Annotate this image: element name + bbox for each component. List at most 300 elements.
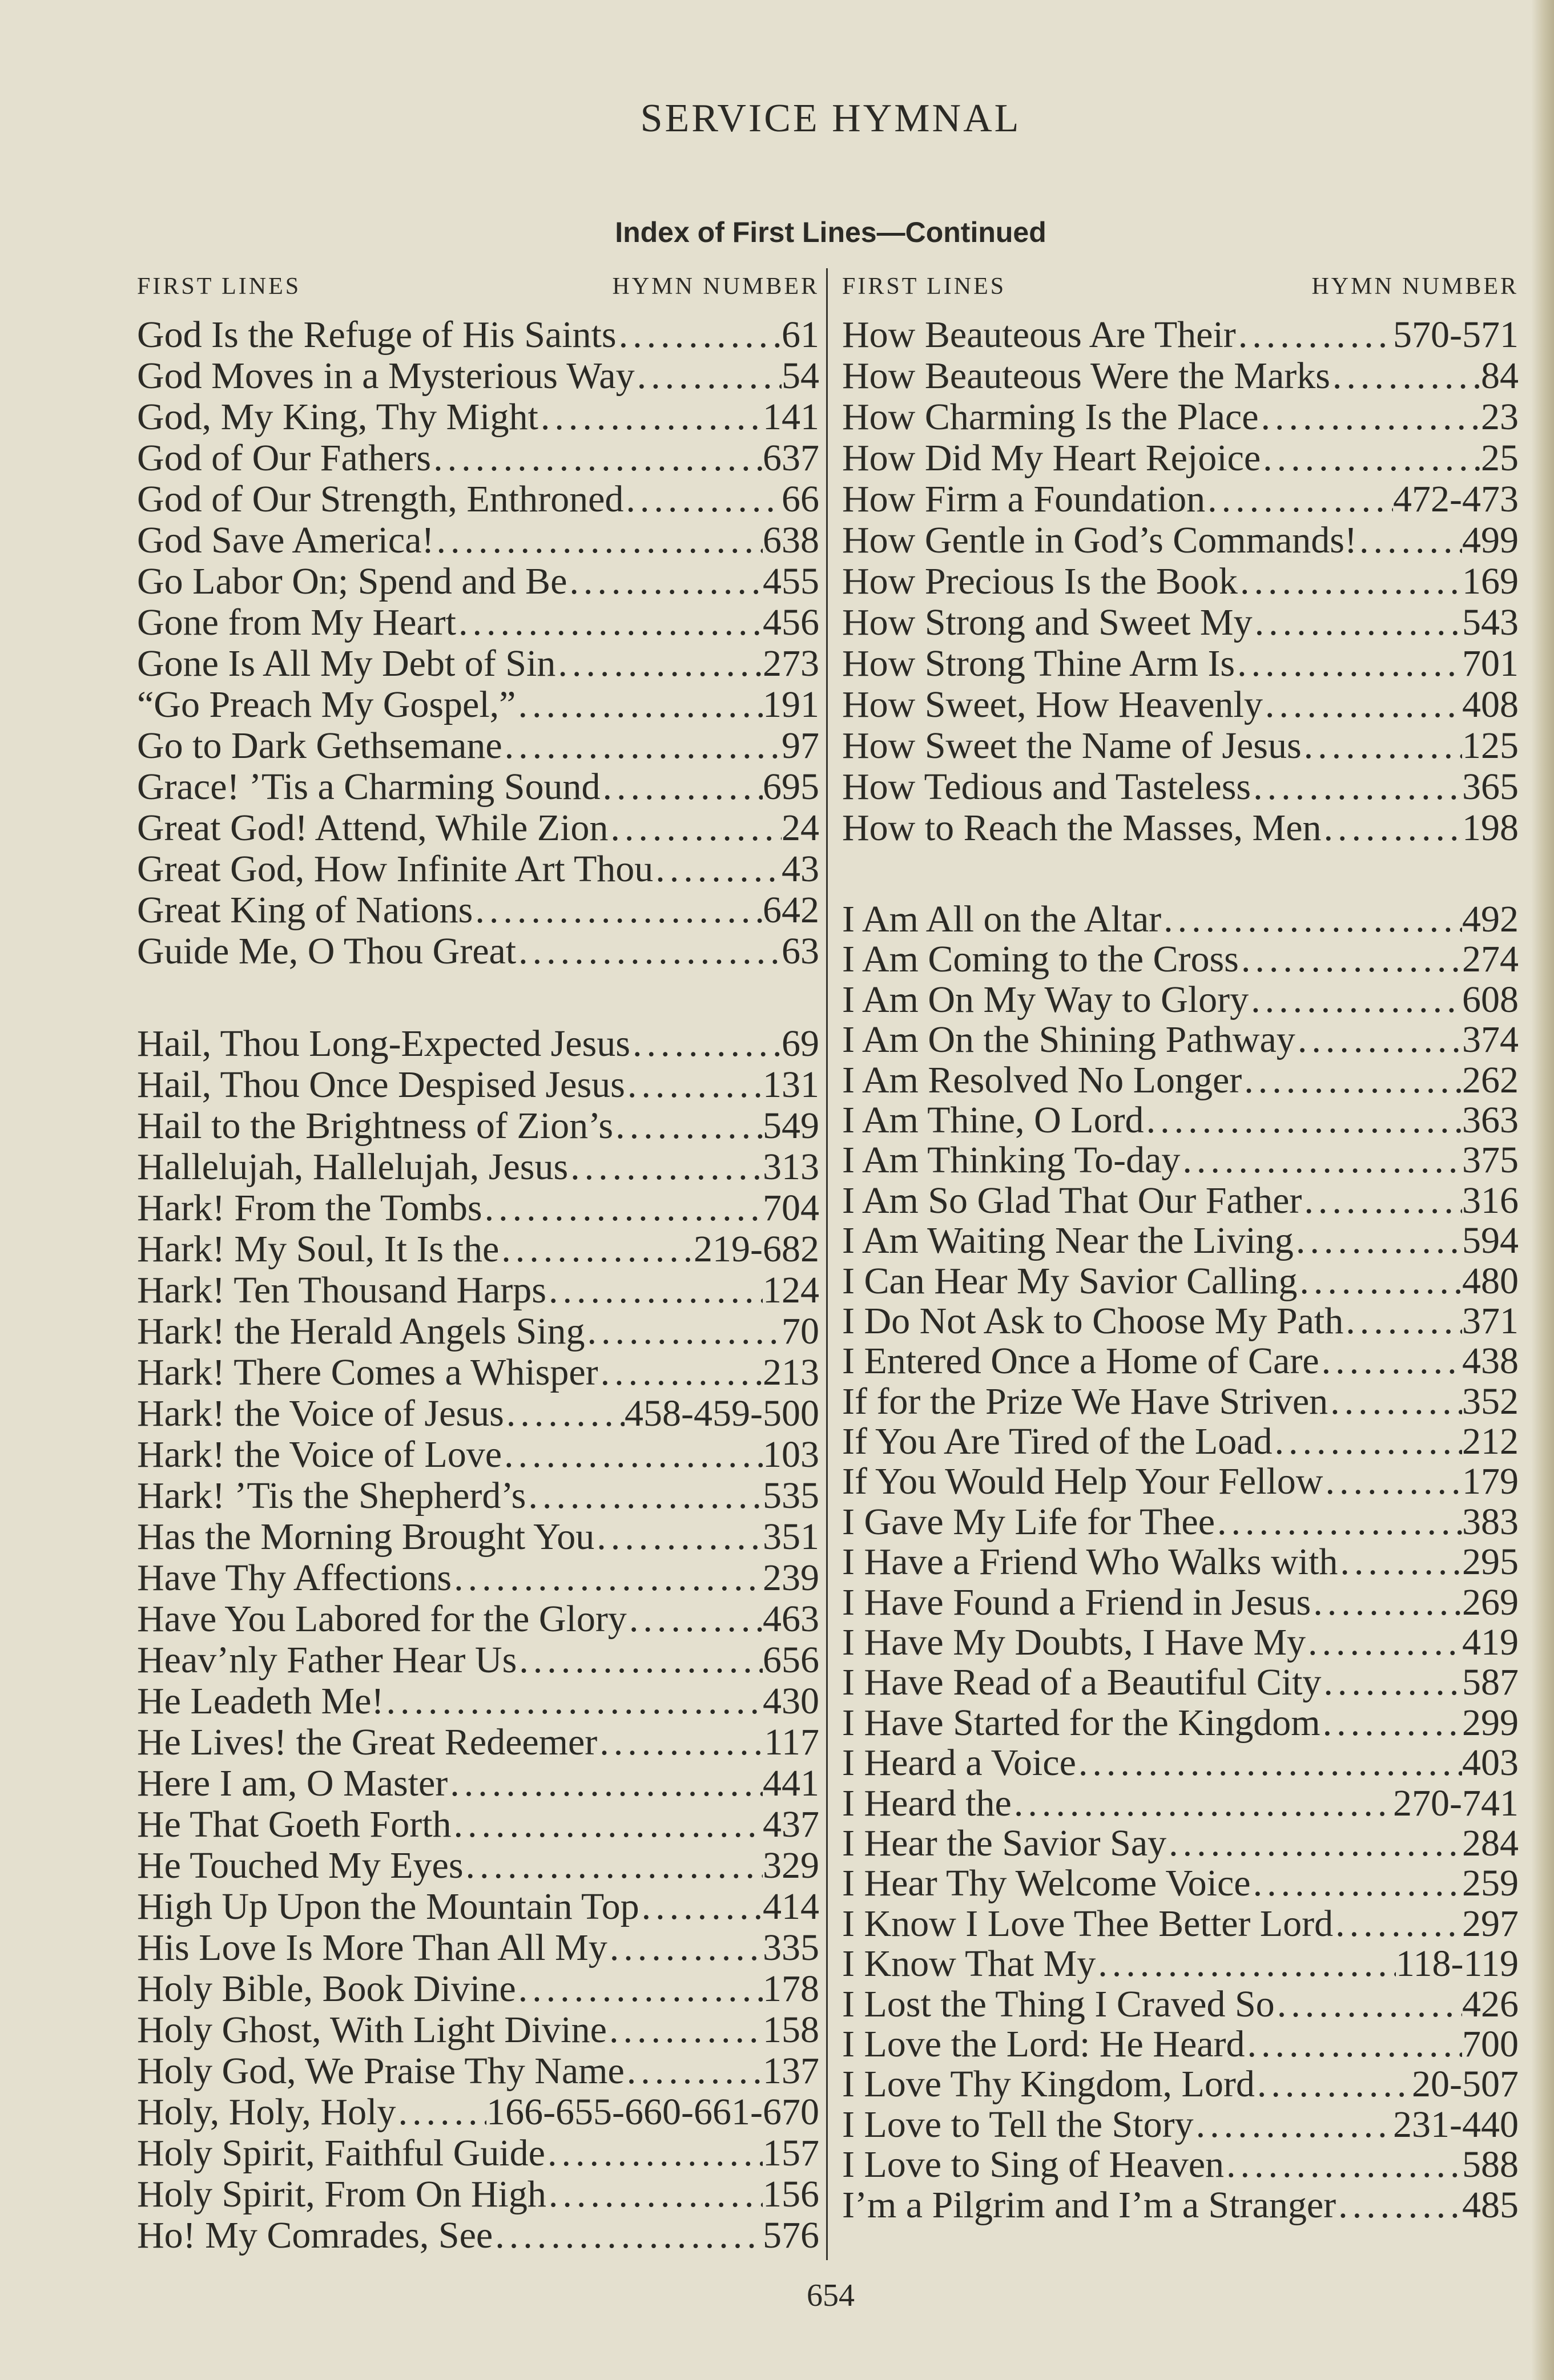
dot-leader [653, 849, 782, 890]
first-line: God, My King, Thy Might [137, 396, 538, 438]
dot-leader [608, 808, 782, 849]
first-line: I Am Thinking To-day [842, 1139, 1181, 1181]
hymn-number: 231-440 [1393, 2103, 1519, 2145]
hymn-number: 70 [782, 1310, 819, 1352]
index-entry [137, 2133, 819, 2174]
hymn-number-header: HYMN NUMBER [1311, 273, 1519, 300]
index-entry [842, 356, 1519, 397]
index-entry [137, 1516, 819, 1558]
index-entry [137, 1804, 819, 1845]
index-entry [842, 1863, 1519, 1903]
first-lines-header: FIRST LINES [842, 273, 1007, 300]
dot-leader [607, 2010, 763, 2051]
dot-leader [623, 479, 782, 520]
first-line: I Have a Friend Who Walks with [842, 1541, 1338, 1583]
left-group-h [137, 1023, 819, 2256]
index-entry [842, 980, 1519, 1020]
hymn-number: 219-682 [694, 1228, 819, 1270]
first-line: Hail, Thou Once Despised Jesus [137, 1064, 625, 1106]
first-line: Ho! My Comrades, See [137, 2214, 493, 2256]
first-lines-header: FIRST LINES [137, 273, 301, 300]
index-entry [137, 397, 819, 438]
index-entry [137, 1475, 819, 1516]
dot-leader [1322, 808, 1462, 849]
hymn-number: 262 [1462, 1059, 1519, 1101]
first-line: Holy Ghost, With Light Divine [137, 2009, 607, 2051]
first-line: Holy Bible, Book Divine [137, 1968, 516, 2010]
page-number: 654 [807, 2278, 855, 2313]
dot-leader [1239, 939, 1462, 979]
hymn-number: 335 [763, 1927, 819, 1968]
index-entry [137, 767, 819, 808]
index-entry [137, 2051, 819, 2092]
index-entry [842, 1743, 1519, 1783]
first-line: Grace! ’Tis a Charming Sound [137, 766, 601, 808]
index-entry [842, 1221, 1519, 1261]
first-line: I Love the Lord: He Heard [842, 2023, 1245, 2065]
index-entry [842, 561, 1519, 602]
first-line: God Is the Refuge of His Saints [137, 314, 617, 356]
hymn-number: 430 [763, 1680, 819, 1722]
dot-leader [431, 438, 763, 479]
hymn-number: 365 [1462, 766, 1519, 808]
hymn-number: 284 [1462, 1822, 1519, 1864]
first-line: If You Would Help Your Fellow [842, 1461, 1323, 1503]
index-entry [137, 1229, 819, 1270]
dot-leader [555, 643, 763, 684]
dot-leader [1311, 1583, 1462, 1623]
dot-leader [502, 725, 782, 767]
first-line: How Gentle in God’s Commands! [842, 519, 1357, 561]
first-line: Go Labor On; Spend and Be [137, 560, 567, 602]
dot-leader [597, 1722, 764, 1763]
dot-leader [625, 2051, 763, 2092]
dot-leader [1161, 899, 1462, 939]
index-entry [842, 1623, 1519, 1663]
dot-leader [1336, 2185, 1462, 2225]
first-line: He That Goeth Forth [137, 1804, 452, 1845]
dot-leader [1215, 1502, 1462, 1542]
dot-leader [1205, 479, 1393, 520]
dot-leader [1249, 980, 1462, 1020]
dot-leader [630, 1023, 782, 1064]
first-line: High Up Upon the Mountain Top [137, 1886, 639, 1927]
first-line: Hallelujah, Hallelujah, Jesus [137, 1146, 569, 1188]
first-line: How Beauteous Are Their [842, 314, 1236, 356]
first-line: I Am On My Way to Glory [842, 978, 1249, 1020]
index-entry [842, 1140, 1519, 1180]
index-entry [842, 2024, 1519, 2064]
dot-leader [639, 1886, 763, 1927]
hymn-number: 704 [763, 1187, 819, 1229]
hymn-number: 576 [763, 2214, 819, 2256]
first-line: How to Reach the Masses, Men [842, 807, 1322, 849]
first-line: How Did My Heart Rejoice [842, 437, 1261, 479]
first-line: How Sweet, How Heavenly [842, 684, 1263, 725]
hymn-number: 549 [763, 1105, 819, 1147]
first-line: Have Thy Affections [137, 1557, 452, 1599]
index-entry [842, 1301, 1519, 1341]
index-entry [842, 1181, 1519, 1221]
dot-leader [598, 1352, 763, 1393]
dot-leader [499, 1229, 694, 1270]
index-entry [137, 931, 819, 972]
dot-leader [1096, 1944, 1396, 1984]
hymn-number: 414 [763, 1886, 819, 1927]
first-line: God of Our Strength, Enthroned [137, 478, 624, 520]
dot-leader [1294, 1221, 1462, 1261]
first-line: If for the Prize We Have Striven [842, 1380, 1328, 1422]
first-line: How Firm a Foundation [842, 478, 1206, 520]
first-line: Hail, Thou Long-Expected Jesus [137, 1023, 630, 1064]
hymn-number: 297 [1462, 1902, 1519, 1945]
first-line: Guide Me, O Thou Great [137, 930, 517, 972]
hymn-number: 269 [1462, 1581, 1519, 1623]
index-entry [137, 643, 819, 684]
first-line: He Lives! the Great Redeemer [137, 1721, 598, 1763]
index-entry [137, 2215, 819, 2256]
hymn-number: 594 [1462, 1220, 1519, 1262]
hymn-number: 638 [763, 519, 819, 561]
first-line: God Save America! [137, 519, 434, 561]
index-entry [842, 1020, 1519, 1060]
index-entry [842, 602, 1519, 643]
hymn-number: 125 [1462, 725, 1519, 767]
hymn-number: 371 [1462, 1300, 1519, 1342]
first-line: If You Are Tired of the Load [842, 1421, 1273, 1463]
index-entry [842, 1542, 1519, 1582]
first-line: I Know That My [842, 1943, 1096, 1985]
dot-leader [1328, 1382, 1462, 1422]
dot-leader [526, 1475, 763, 1516]
index-entry [137, 1968, 819, 2010]
dot-leader [600, 767, 763, 808]
hymn-number: 695 [763, 766, 819, 808]
first-line: Gone from My Heart [137, 602, 457, 643]
first-line: Hark! There Comes a Whisper [137, 1352, 598, 1393]
index-entry [137, 1434, 819, 1475]
dot-leader [516, 1968, 763, 2010]
index-entry [842, 479, 1519, 520]
index-entry [137, 849, 819, 890]
first-line: I Love to Tell the Story [842, 2103, 1194, 2145]
index-entry [842, 1382, 1519, 1422]
index-entry [842, 438, 1519, 479]
first-line: I Know I Love Thee Better Lord [842, 1902, 1334, 1945]
hymn-number: 166-655-660-661-670 [486, 2091, 819, 2133]
index-entry [842, 1100, 1519, 1140]
hymn-number: 124 [763, 1269, 819, 1311]
dot-leader [1323, 1462, 1462, 1502]
hymn-number: 456 [763, 602, 819, 643]
first-line: Have You Labored for the Glory [137, 1598, 627, 1640]
dot-leader [517, 1640, 763, 1681]
first-line: I Am All on the Altar [842, 898, 1162, 940]
index-entry [842, 1462, 1519, 1502]
dot-leader [1251, 767, 1462, 808]
index-entry [137, 479, 819, 520]
index-entry [137, 2092, 819, 2133]
first-line: Hark! ’Tis the Shepherd’s [137, 1475, 526, 1516]
section-title: Index of First Lines—Continued [615, 216, 1046, 248]
hymn-number: 299 [1462, 1701, 1519, 1744]
index-entry [137, 438, 819, 479]
hymn-number: 131 [763, 1064, 819, 1106]
index-entry [137, 1763, 819, 1804]
dot-leader [594, 1516, 763, 1558]
index-entry [137, 1352, 819, 1393]
hymn-number: 419 [1462, 1621, 1519, 1664]
index-entry [842, 2105, 1519, 2145]
first-line: Hark! My Soul, It Is the [137, 1228, 500, 1270]
index-entry [842, 1422, 1519, 1462]
hymn-number: 63 [782, 930, 819, 972]
hymn-number: 20-507 [1412, 2063, 1519, 2105]
index-entry [842, 1703, 1519, 1743]
hymn-number: 656 [763, 1639, 819, 1681]
index-entry [137, 1599, 819, 1640]
index-entry [137, 1558, 819, 1599]
hymn-number-header: HYMN NUMBER [612, 273, 819, 300]
first-line: I Am Waiting Near the Living [842, 1220, 1294, 1262]
dot-leader [448, 1763, 763, 1804]
first-line: I Am Coming to the Cross [842, 938, 1239, 981]
first-line: Hark! the Herald Angels Sing [137, 1310, 585, 1352]
dot-leader [482, 1188, 763, 1229]
first-line: Go to Dark Gethsemane [137, 725, 502, 767]
index-entry [137, 1927, 819, 1968]
hymn-number: 363 [1462, 1099, 1519, 1141]
first-line: How Precious Is the Book [842, 560, 1238, 602]
index-entry [137, 1023, 819, 1064]
hymn-number: 700 [1462, 2023, 1519, 2065]
hymn-number: 156 [763, 2173, 819, 2215]
hymn-number: 570-571 [1393, 314, 1519, 356]
hymn-number: 66 [782, 478, 819, 520]
hymn-number: 352 [1462, 1380, 1519, 1422]
index-entry [842, 899, 1519, 939]
first-line: I Am Thine, O Lord [842, 1099, 1144, 1141]
first-line: How Beauteous Were the Marks [842, 355, 1330, 397]
first-line: Great God! Attend, While Zion [137, 807, 609, 849]
index-entry [842, 1663, 1519, 1703]
hymn-number: 61 [782, 314, 819, 356]
index-entry [137, 1845, 819, 1886]
index-entry [842, 1824, 1519, 1863]
dot-leader [567, 561, 763, 602]
hymn-number: 588 [1462, 2144, 1519, 2186]
hymn-number: 137 [763, 2050, 819, 2092]
first-line: Hark! the Voice of Jesus [137, 1393, 504, 1434]
index-entry [842, 1944, 1519, 1984]
index-entry [137, 356, 819, 397]
hymn-number: 295 [1462, 1541, 1519, 1583]
index-entry [137, 725, 819, 767]
hymn-number: 23 [1481, 396, 1519, 438]
hymn-number: 54 [782, 355, 819, 397]
left-column-header [137, 273, 819, 300]
first-line: I Entered Once a Home of Care [842, 1340, 1319, 1382]
first-line: Hail to the Brightness of Zion’s [137, 1105, 614, 1147]
dot-leader [546, 2174, 763, 2215]
index-entry [137, 2010, 819, 2051]
first-line: Heav’nly Father Hear Us [137, 1639, 517, 1681]
first-line: Here I am, O Master [137, 1762, 448, 1804]
right-group-i [842, 899, 1519, 2225]
dot-leader [613, 1106, 763, 1147]
hymn-number: 408 [1462, 684, 1519, 725]
index-entry [137, 1722, 819, 1763]
hymn-number: 374 [1462, 1019, 1519, 1061]
hymn-number: 543 [1462, 602, 1519, 643]
index-entry [842, 2145, 1519, 2185]
column-divider [826, 268, 828, 2260]
index-entry [842, 1060, 1519, 1100]
hymn-number: 141 [763, 396, 819, 438]
hymn-number: 458-459-500 [625, 1393, 819, 1434]
first-line: Hark! the Voice of Love [137, 1434, 502, 1475]
first-line: I Have Read of a Beautiful City [842, 1661, 1322, 1704]
dot-leader [1295, 1020, 1462, 1060]
first-line: I Have Started for the Kingdom [842, 1701, 1321, 1744]
hymn-number: 492 [1462, 898, 1519, 940]
dot-leader [607, 1927, 763, 1968]
dot-leader [546, 1270, 763, 1311]
dot-leader [493, 2215, 763, 2256]
hymn-number: 535 [763, 1475, 819, 1516]
index-entry [842, 1784, 1519, 1824]
dot-leader [1076, 1743, 1462, 1783]
dot-leader [456, 602, 763, 643]
index-entry [842, 1904, 1519, 1944]
index-entry [137, 2174, 819, 2215]
dot-leader [1302, 725, 1462, 767]
hymn-number: 212 [1462, 1421, 1519, 1463]
hymn-number: 313 [763, 1146, 819, 1188]
index-entry [137, 1188, 819, 1229]
dot-leader [1261, 438, 1481, 479]
index-entry [137, 602, 819, 643]
hymn-number: 25 [1481, 437, 1519, 479]
dot-leader [1263, 684, 1462, 725]
index-entry [842, 1984, 1519, 2024]
first-line: I Lost the Thing I Craved So [842, 1983, 1275, 2025]
hymn-number: 608 [1462, 978, 1519, 1020]
dot-leader [1235, 643, 1462, 684]
dot-leader [1297, 1261, 1462, 1301]
dot-leader [452, 1804, 763, 1845]
dot-leader [1321, 1663, 1462, 1703]
hymn-number: 198 [1462, 807, 1519, 849]
dot-leader [452, 1558, 763, 1599]
hymn-number: 158 [763, 2009, 819, 2051]
index-entry [137, 1886, 819, 1927]
first-line: I Do Not Ask to Choose My Path [842, 1300, 1344, 1342]
index-entry [137, 1064, 819, 1106]
first-line: I Have My Doubts, I Have My [842, 1621, 1306, 1664]
hymn-number: 351 [763, 1516, 819, 1558]
first-line: I Am Resolved No Longer [842, 1059, 1242, 1101]
dot-leader [1343, 1301, 1462, 1341]
dot-leader [504, 1393, 625, 1434]
first-line: He Touched My Eyes [137, 1845, 464, 1886]
hymn-number: 329 [763, 1845, 819, 1886]
first-line: His Love Is More Than All My [137, 1927, 607, 1968]
first-line: How Charming Is the Place [842, 396, 1259, 438]
index-entry [842, 520, 1519, 561]
index-entry [137, 684, 819, 725]
first-line: Holy God, We Praise Thy Name [137, 2050, 625, 2092]
hymn-number: 480 [1462, 1260, 1519, 1302]
dot-leader [1253, 602, 1462, 643]
hymn-number: 179 [1462, 1461, 1519, 1503]
index-entry [137, 1311, 819, 1352]
hymn-number: 270-741 [1393, 1782, 1519, 1824]
dot-leader [1333, 1904, 1462, 1944]
index-entry [137, 1393, 819, 1434]
hymn-number: 169 [1462, 560, 1519, 602]
first-line: How Strong Thine Arm Is [842, 643, 1235, 684]
hymn-number: 499 [1462, 519, 1519, 561]
hymn-number: 438 [1462, 1340, 1519, 1382]
dot-leader [464, 1845, 763, 1886]
hymn-number: 118-119 [1395, 1943, 1519, 1985]
hymn-number: 273 [763, 643, 819, 684]
index-entry [137, 1270, 819, 1311]
index-entry [842, 939, 1519, 979]
hymn-number: 472-473 [1393, 478, 1519, 520]
hymn-number: 375 [1462, 1139, 1519, 1181]
dot-leader [1224, 2145, 1462, 2185]
first-line: Has the Morning Brought You [137, 1516, 595, 1558]
dot-leader [1255, 2064, 1412, 2104]
hymn-number: 84 [1481, 355, 1519, 397]
index-entry [137, 1106, 819, 1147]
first-line: Hark! From the Tombs [137, 1187, 482, 1229]
first-line: Holy, Holy, Holy [137, 2091, 396, 2133]
first-line: I Can Hear My Savior Calling [842, 1260, 1298, 1302]
first-line: Gone Is All My Debt of Sin [137, 643, 556, 684]
dot-leader [502, 1434, 763, 1475]
dot-leader [1194, 2105, 1393, 2145]
first-line: I Gave My Life for Thee [842, 1500, 1215, 1543]
hymn-number: 316 [1462, 1179, 1519, 1221]
first-line: He Leadeth Me! [137, 1680, 384, 1722]
dot-leader [625, 1064, 763, 1106]
first-line: I Hear the Savior Say [842, 1822, 1167, 1864]
hymn-number: 117 [764, 1721, 819, 1763]
first-line: I’m a Pilgrim and I’m a Stranger [842, 2184, 1336, 2226]
dot-leader [1321, 1703, 1462, 1743]
hymn-number: 97 [782, 725, 819, 767]
hymn-number: 426 [1462, 1983, 1519, 2025]
dot-leader [1166, 1824, 1462, 1863]
hymn-number: 157 [763, 2132, 819, 2174]
hymn-number: 24 [782, 807, 819, 849]
dot-leader [1144, 1100, 1462, 1140]
dot-leader [516, 931, 782, 972]
first-line: God Moves in a Mysterious Way [137, 355, 635, 397]
dot-leader [635, 356, 782, 397]
hymn-number: 463 [763, 1598, 819, 1640]
hymn-number: 213 [763, 1352, 819, 1393]
dot-leader [384, 1681, 763, 1722]
index-entry [842, 397, 1519, 438]
index-entry [137, 561, 819, 602]
hymn-number: 178 [763, 1968, 819, 2010]
running-title: SERVICE HYMNAL [640, 96, 1021, 140]
dot-leader [1330, 356, 1481, 397]
